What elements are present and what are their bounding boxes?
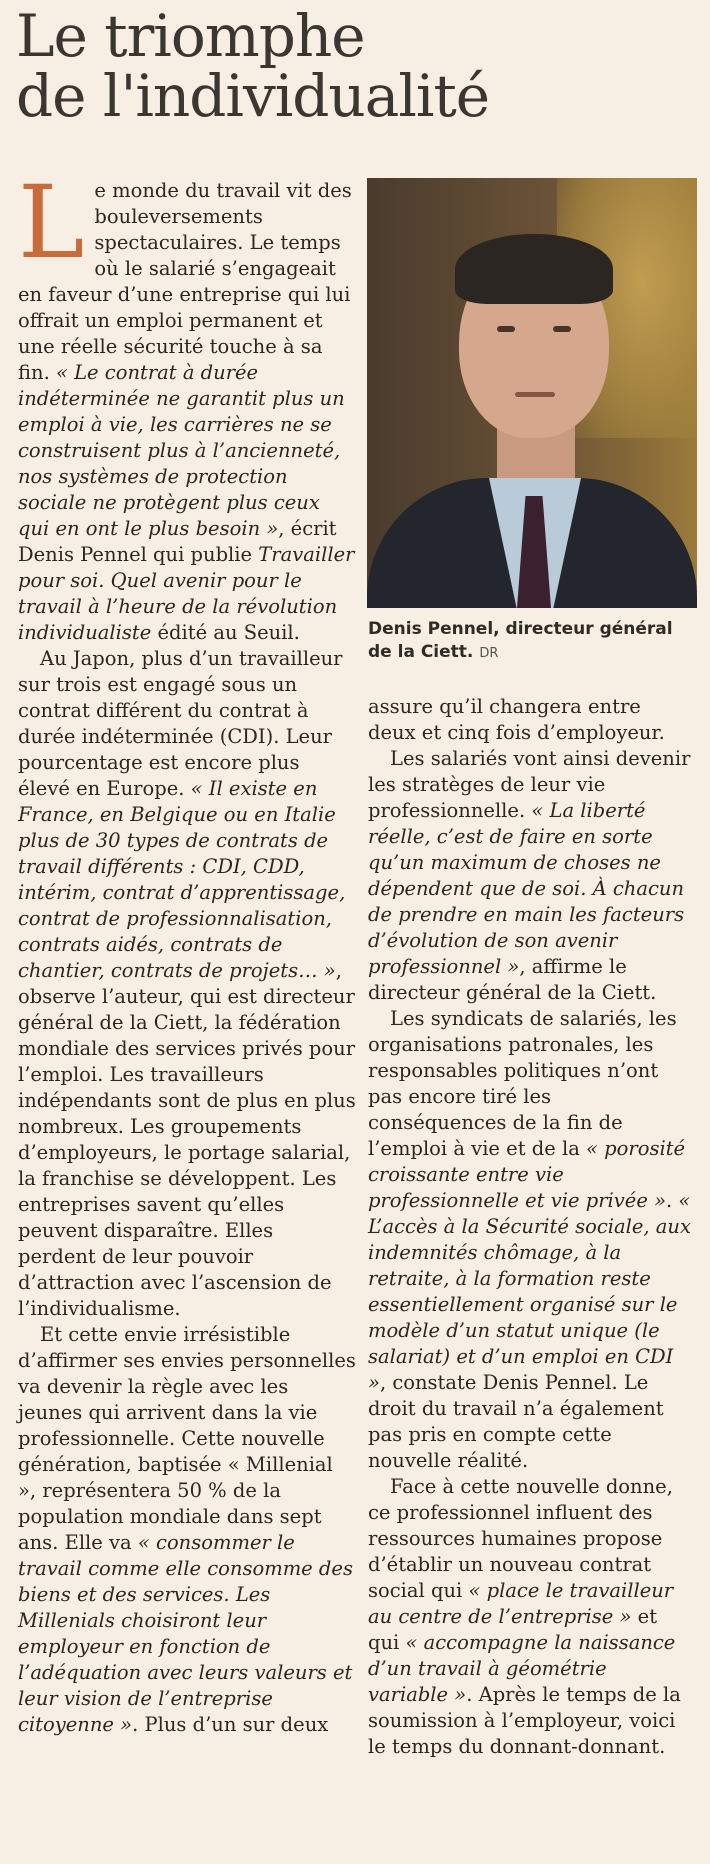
paragraph-4 xyxy=(368,694,692,746)
p6-text-c: , constate Denis Pennel. Le droit du travail n’a également pas pris en compte cette nouvelle réalité. xyxy=(368,1371,664,1472)
right-eye xyxy=(553,326,571,332)
p1-text-c: édité au Seuil. xyxy=(151,621,300,644)
headline-line-2: de l'individualité xyxy=(16,62,490,130)
p5-text-b: , affirme le directeur général de la Ciett. xyxy=(368,955,657,1004)
p1-quote: « Le contrat à durée indéterminée ne garantit plus un emploi à vie, les carrières ne se construisent plus à l’ancienneté, nos systèmes de protection sociale ne protègent plus ceux qui en ont le plus besoin » xyxy=(18,361,345,540)
mouth xyxy=(515,392,555,397)
p7-quote-b: « accompagne la naissance d’un travail à géométrie variable » xyxy=(368,1631,676,1706)
p7-text-c: . Après le temps de la soumission à l’employeur, voici le temps du donnant-donnant. xyxy=(368,1683,681,1758)
p4-text: assure qu’il changera entre deux et cinq fois d’employeur. xyxy=(368,695,665,744)
p6-text-b: . xyxy=(666,1189,679,1212)
paragraph-6 xyxy=(368,1006,692,1474)
paragraph-7 xyxy=(368,1474,692,1760)
caption-text: Denis Pennel, directeur général de la Ciett. xyxy=(368,619,673,662)
p5-quote: « La liberté réelle, c’est de faire en sorte qu’un maximum de choses ne dépendent que de soi. À chacun de prendre en main les facteurs d’évolution de son avenir professionnel » xyxy=(368,799,685,978)
paragraph-2 xyxy=(18,646,356,1322)
p6-quote-a: « porosité croissante entre vie professionnelle et vie privée » xyxy=(368,1137,686,1212)
p6-text-a: Les syndicats de salariés, les organisations patronales, les responsables politiques n’ont pas encore tiré les conséquences de la fin de l’emploi à vie et de la xyxy=(368,1007,677,1160)
portrait-photo xyxy=(367,178,697,608)
p1-text-b: , écrit Denis Pennel qui publie xyxy=(18,517,337,566)
article-column-right xyxy=(368,694,692,1760)
hair xyxy=(455,234,613,304)
headline-line-1: Le triomphe xyxy=(16,2,365,70)
article-column-left xyxy=(18,164,356,1738)
headline xyxy=(16,2,490,130)
left-eye xyxy=(497,326,515,332)
book-title: Travailler pour soi. Quel avenir pour le travail à l’heure de la révolution individualiste xyxy=(18,543,355,644)
paragraph-5 xyxy=(368,746,692,1006)
p2-text-a: Au Japon, plus d’un travailleur sur trois est engagé sous un contrat différent du contrat à durée indéterminée (CDI). Leur pourcentage est encore plus élevé en Europe. xyxy=(18,647,343,800)
p7-quote-a: « place le travailleur au centre de l’entreprise » xyxy=(368,1579,674,1628)
p3-quote: « consommer le travail comme elle consomme des biens et des services. Les Millenials choisiront leur employeur en fonction de l’adéquation avec leurs valeurs et leur vision de l’entreprise citoyenne » xyxy=(18,1531,353,1736)
paragraph-1 xyxy=(18,164,356,646)
p5-text-a: Les salariés vont ainsi devenir les stratèges de leur vie professionnelle. xyxy=(368,747,691,822)
p3-text-b: . Plus d’un sur deux xyxy=(132,1713,329,1736)
paragraph-3 xyxy=(18,1322,356,1738)
photo-credit: DR xyxy=(479,646,499,661)
p7-text-a: Face à cette nouvelle donne, ce professionnel influent des ressources humaines propose d’établir un nouveau contrat social qui xyxy=(368,1475,673,1602)
photo-caption xyxy=(368,618,698,665)
p6-quote-b: « L’accès à la Sécurité sociale, aux indemnités chômage, à la retraite, à la formation reste essentiellement organisé sur le modèle d’un statut unique (le salariat) et d’un emploi en CDI » xyxy=(368,1189,691,1394)
p2-text-b: , observe l’auteur, qui est directeur général de la Ciett, la fédération mondiale des services privés pour l’emploi. Les travailleurs indépendants sont de plus en plus nombreux. Les groupements d’employeurs, le portage salarial, la franchise se développent. Les entreprises savent qu’elles peuvent disparaître. Elles perdent de leur pouvoir d’attraction avec l’ascension de l’individualisme. xyxy=(18,959,356,1320)
p3-text-a: Et cette envie irrésistible d’affirmer ses envies personnelles va devenir la règle avec les jeunes qui arrivent dans la vie professionnelle. Cette nouvelle génération, baptisée « Millenial », représentera 50 % de la population mondiale dans sept ans. Elle va xyxy=(18,1323,356,1554)
p2-quote: « Il existe en France, en Belgique ou en Italie plus de 30 types de contrats de travail différents : CDI, CDD, intérim, contrat d’apprentissage, contrat de professionnalisation, contrats aidés, contrats de chantier, contrats de projets… » xyxy=(18,777,346,982)
p1-text-a: e monde du travail vit des bouleversements spectaculaires. Le temps où le salarié s’engageait en faveur d’une entreprise qui lui offrait un emploi permanent et une réelle sécurité touche à sa fin. xyxy=(18,179,352,384)
p7-text-b: et qui xyxy=(368,1605,658,1654)
drop-cap: L xyxy=(18,164,85,281)
